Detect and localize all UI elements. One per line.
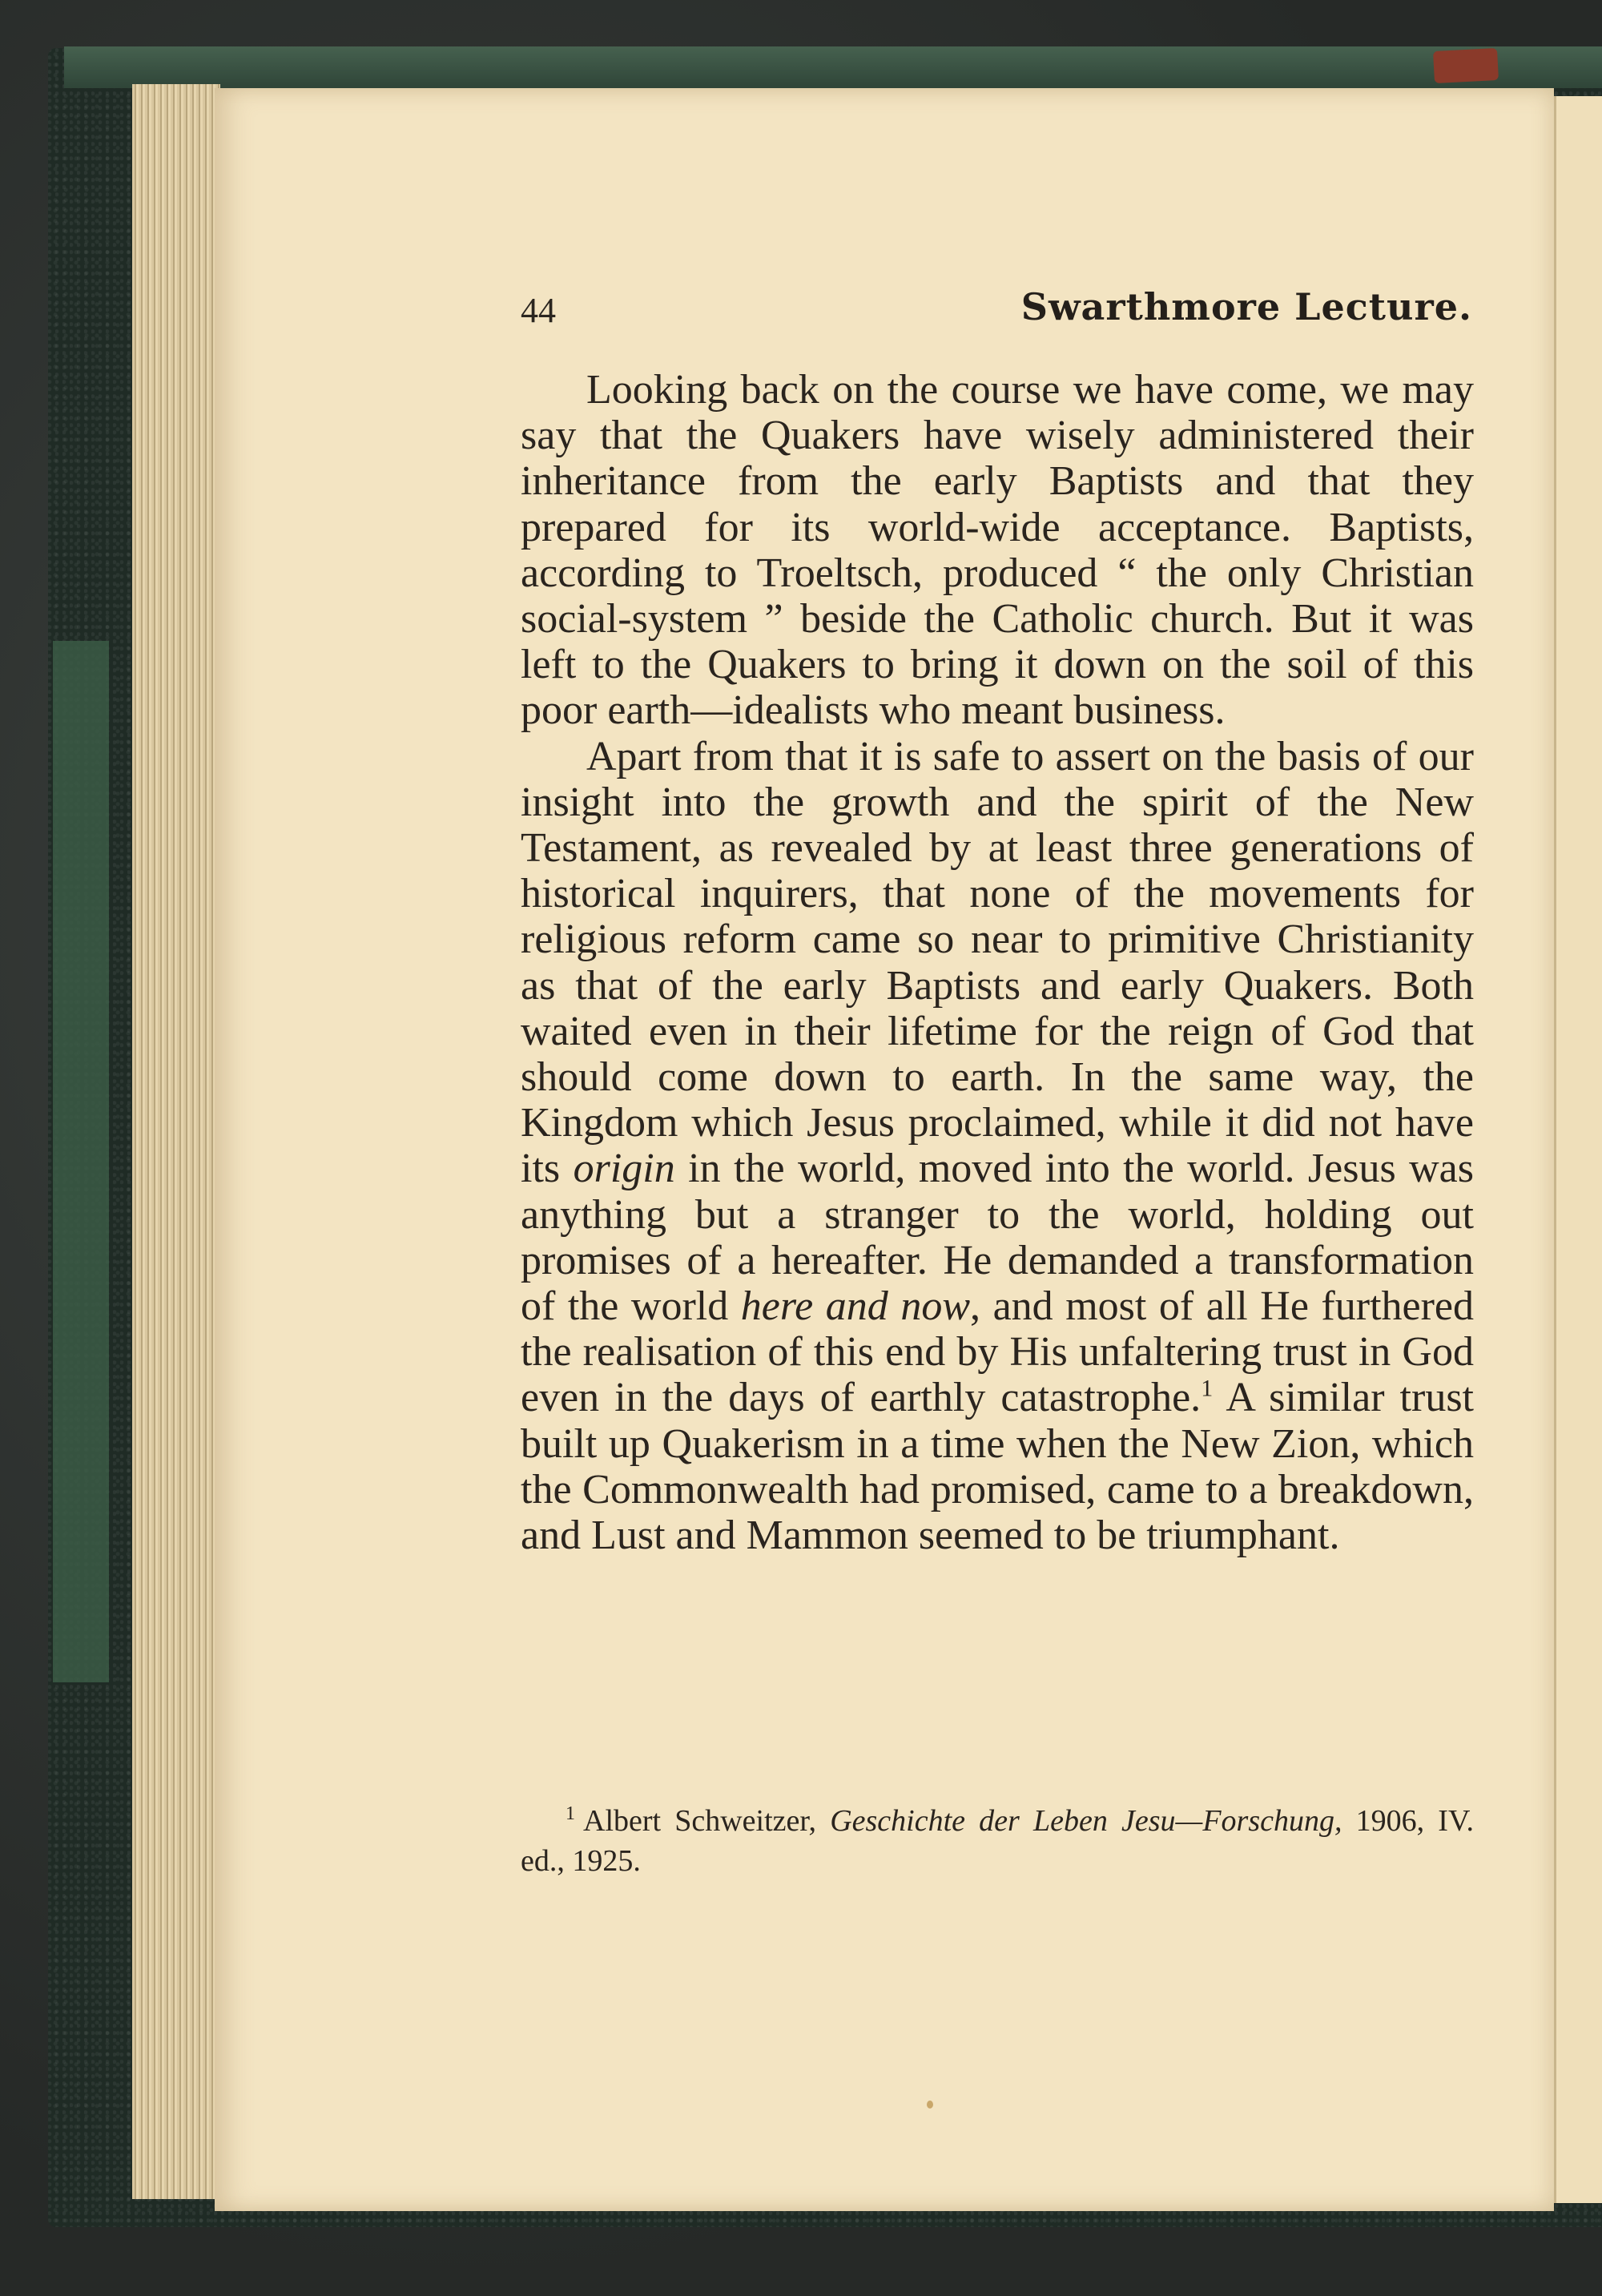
footnote-text <box>521 1801 1474 1881</box>
paragraph-1 <box>521 367 1474 734</box>
paper-speck <box>927 2101 933 2109</box>
running-title: Swarthmore Lecture. <box>1020 285 1472 328</box>
paragraph-2-text: A similar trust built up Quakerism in a time when the New Zion, which the Commonwealth had promised, came to a breakdown, and Lust and Mammon seemed to be triumphant. <box>521 1375 1475 1559</box>
paragraph-2-text: in the world, moved into the world. Jesus was anything but a stranger to the world, holding out promises of a hereafter. He demanded a transformation of the world <box>521 1146 1474 1330</box>
body-text <box>521 367 1474 1558</box>
page-edges <box>132 84 220 2199</box>
paragraph-2-text: , and most of all He furthered the realisation of this end by His unfaltering trust in God even in the days of earthly catastrophe. <box>521 1283 1474 1421</box>
footnote <box>521 1801 1474 1881</box>
cover-top-band <box>64 46 1602 88</box>
footnote-reference[interactable]: 1 <box>1201 1376 1214 1403</box>
facing-page-edge <box>1554 96 1602 2203</box>
emphasis-here-and-now: here and now <box>740 1283 971 1330</box>
footnote-work-title: Geschichte der Leben Jesu—Forschung, <box>830 1804 1342 1838</box>
footnote-details: 1906, IV. ed., 1925. <box>521 1804 1475 1878</box>
footnote-author: Albert Schweitzer, <box>583 1804 831 1838</box>
paragraph-2 <box>521 734 1474 1559</box>
page-header <box>521 285 1472 338</box>
cover-spine-stripe <box>53 641 109 1682</box>
footnote-marker: 1 <box>566 1803 575 1825</box>
paragraph-1-text: Looking back on the course we have come, we may say that the Quakers have wisely administered their inheritance from the early Baptists and that they prepared for its world-wide acceptance. Baptists, according to Troeltsch, produced “ the only Christian social-system ” beside the Catholic church. But it was left to the Quakers to bring it down on the soil of this poor earth—idealists who meant business. <box>521 367 1474 734</box>
cover-red-mark <box>1433 48 1499 83</box>
page-number: 44 <box>521 291 556 330</box>
emphasis-origin: origin <box>573 1146 675 1192</box>
paragraph-2-text: Apart from that it is safe to assert on the basis of our insight into the growth and the spirit of the New Testament, as revealed by at least three generations of historical inquirers, that none of the movements for religious reform came so near to primitive Christianity as that of the early Baptists and early Quakers. Both waited even in their lifetime for the reign of God that should come down to earth. In the same way, the Kingdom which Jesus proclaimed, while it did not have its <box>521 733 1474 1192</box>
